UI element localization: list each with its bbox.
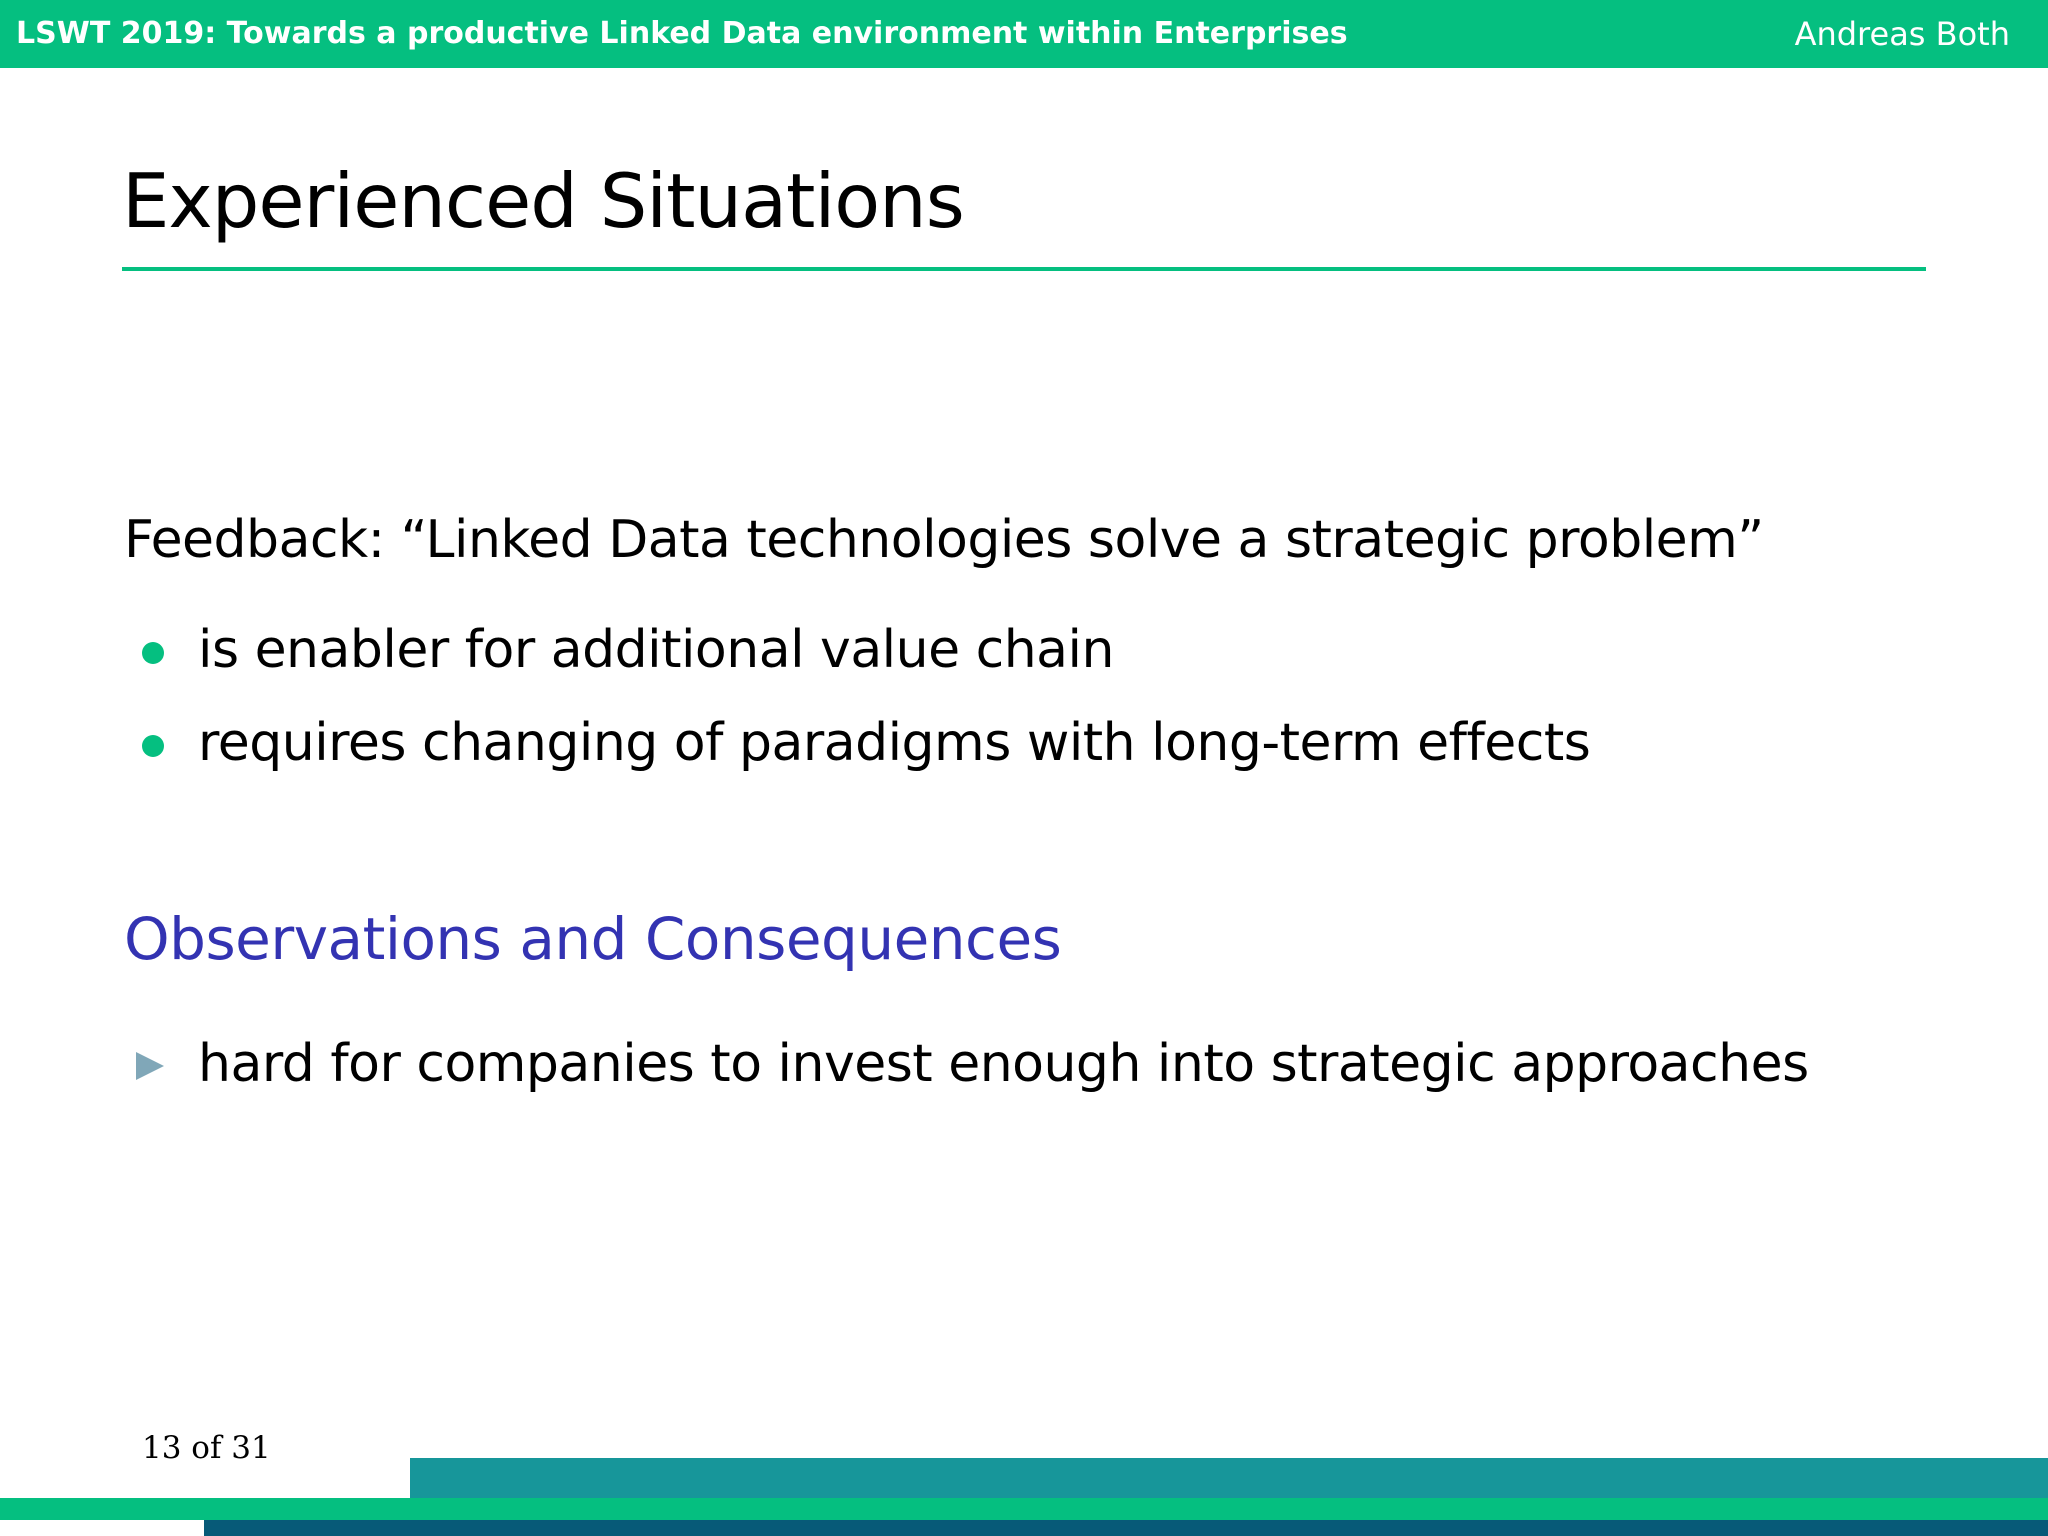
bullet-text: is enabler for additional value chain (198, 620, 1114, 680)
bullet-dot-icon (142, 642, 164, 664)
header-bar (0, 0, 2048, 68)
block-title: Observations and Consequences (124, 905, 1062, 973)
footer-bar-green (0, 1498, 2048, 1520)
presentation-author: Andreas Both (1794, 15, 2010, 53)
bullet-dot-icon (142, 735, 164, 757)
feedback-text: Feedback: “Linked Data technologies solve a strategic problem” (124, 510, 1764, 570)
block-item-text: hard for companies to invest enough into strategic approaches (198, 1034, 1809, 1094)
page-number: 13 of 31 (142, 1430, 271, 1466)
slide-title: Experienced Situations (122, 157, 964, 245)
footer-bar-teal (410, 1458, 2048, 1498)
title-underline (122, 267, 1926, 271)
presentation-title: LSWT 2019: Towards a productive Linked Data environment within Enterprises (16, 16, 1348, 51)
triangle-arrow-icon (136, 1052, 164, 1080)
footer-bar-dark (204, 1520, 2048, 1536)
bullet-text: requires changing of paradigms with long-term effects (198, 713, 1591, 773)
